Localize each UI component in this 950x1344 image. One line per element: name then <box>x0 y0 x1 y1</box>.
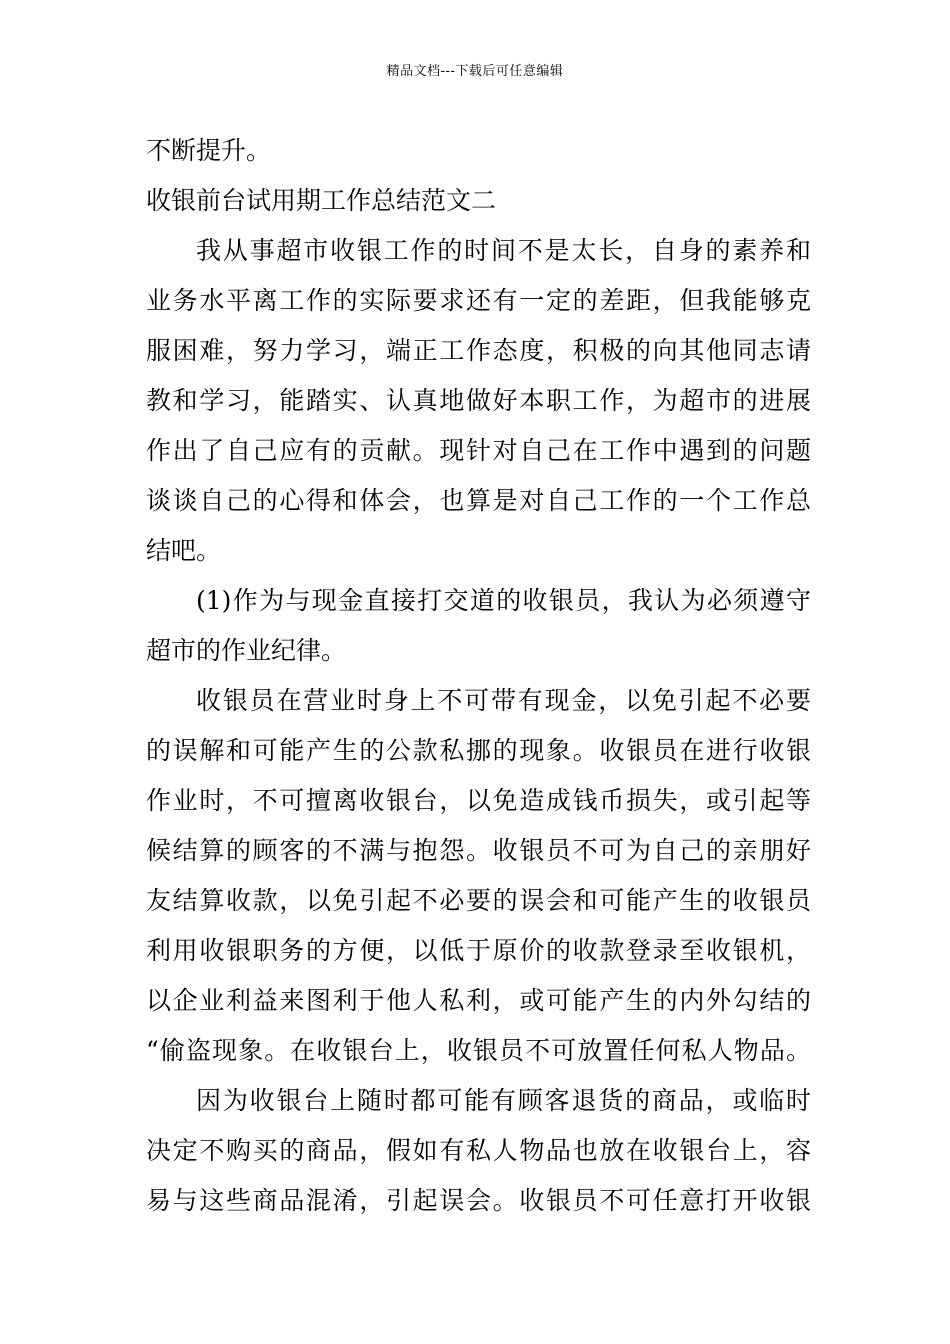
text-line: 服困难，努力学习，端正工作态度，积极的向其他同志请 <box>146 336 811 365</box>
text-line: 友结算收款，以免引起不必要的误会和可能产生的收银员 <box>146 886 811 915</box>
text-line: 利用收银职务的方便，以低于原价的收款登录至收银机， <box>146 936 811 965</box>
text-line: 我从事超市收银工作的时间不是太长，自身的素养和 <box>196 236 811 265</box>
document-body <box>146 126 811 1226</box>
text-line: 超市的作业纪律。 <box>146 636 347 665</box>
text-line: 作业时，不可擅离收银台，以免造成钱币损失，或引起等 <box>146 786 811 815</box>
section-title: 收银前台试用期工作总结范文二 <box>146 186 497 215</box>
text-line: 易与这些商品混淆，引起误会。收银员不可任意打开收银 <box>146 1186 811 1215</box>
page-header: 精品文档---下载后可任意编辑 <box>386 64 564 79</box>
text-line: (1)作为与现金直接打交道的收银员，我认为必须遵守 <box>196 586 811 615</box>
text-line: 不断提升。 <box>146 136 272 165</box>
text-line: 的误解和可能产生的公款私挪的现象。收银员在进行收银 <box>146 736 811 765</box>
text-line: 决定不购买的商品，假如有私人物品也放在收银台上，容 <box>146 1136 811 1165</box>
text-line: 收银员在营业时身上不可带有现金，以免引起不必要 <box>196 686 811 715</box>
text-line: 因为收银台上随时都可能有顾客退货的商品，或临时 <box>196 1086 811 1115</box>
text-line: “偷盗现象。在收银台上，收银员不可放置任何私人物品。 <box>146 1036 811 1065</box>
text-line: 作出了自己应有的贡献。现针对自己在工作中遇到的问题 <box>146 436 811 465</box>
text-line: 教和学习，能踏实、认真地做好本职工作，为超市的进展 <box>146 386 811 415</box>
text-line: 结吧。 <box>146 536 222 565</box>
text-line: 谈谈自己的心得和体会，也算是对自己工作的一个工作总 <box>146 486 811 515</box>
text-line: 候结算的顾客的不满与抱怨。收银员不可为自己的亲朋好 <box>146 836 811 865</box>
text-line: 业务水平离工作的实际要求还有一定的差距，但我能够克 <box>146 286 811 315</box>
text-line: 以企业利益来图利于他人私利，或可能产生的内外勾结的 <box>146 986 811 1015</box>
